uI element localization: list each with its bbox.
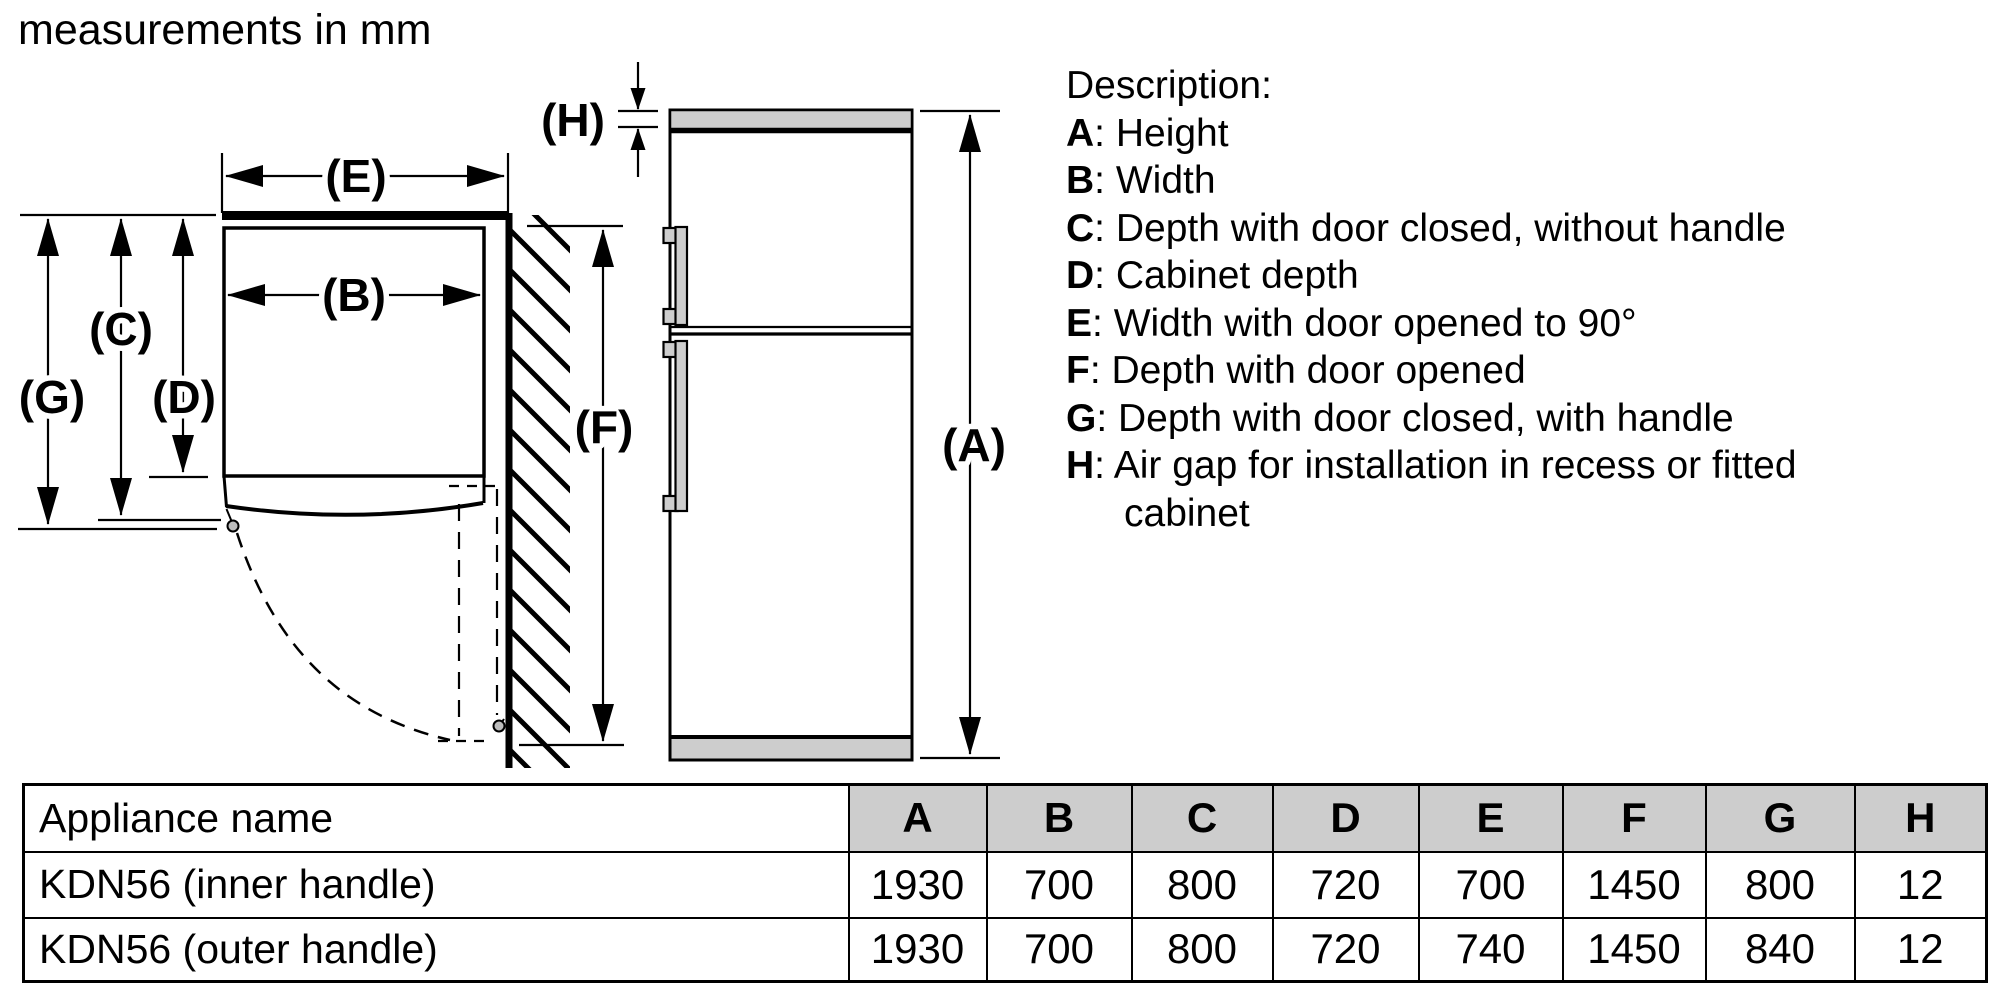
table-cell: 800 [1706,852,1855,918]
table-cell: 800 [1132,852,1273,918]
table-header-b: B [987,785,1132,852]
description-block [1066,62,1894,537]
description-item-b [1066,157,1894,205]
table-header-d: D [1273,785,1419,852]
description-text: Depth with door opened [1111,349,1526,392]
door-swing-arc [237,533,450,740]
table-cell: 840 [1706,918,1855,982]
appliance-name-cell: KDN56 (outer handle) [24,918,849,982]
dim-label-a: (A) [942,419,1006,471]
description-separator: : [1096,396,1119,440]
table-cell: 12 [1855,852,1987,918]
table-cell: 700 [987,852,1132,918]
description-text: Cabinet depth [1115,254,1359,297]
cabinet-body-topview [224,228,484,476]
description-separator: : [1094,111,1116,155]
table-row [24,852,1987,918]
description-key: A [1066,111,1095,155]
description-item-f [1066,347,1894,395]
description-item-g [1066,395,1894,443]
description-separator: : [1094,444,1114,487]
description-key: H [1066,444,1095,487]
description-item-a [1066,110,1894,158]
door-open-handle-pin [494,721,505,732]
description-key: B [1066,159,1095,202]
table-header-f: F [1563,785,1706,852]
dim-label-e: (E) [325,150,387,202]
table-cell: 720 [1273,852,1419,918]
table-cell: 740 [1419,918,1563,982]
table-cell: 1450 [1563,852,1706,918]
table-cell: 1930 [849,918,987,982]
table-header-e: E [1419,785,1563,852]
description-key: D [1066,254,1095,297]
appliance-name-cell: KDN56 (inner handle) [24,852,849,918]
dim-label-d: (D) [152,371,216,423]
table-row [24,918,1987,982]
description-separator: : [1089,349,1112,392]
table-header-c: C [1132,785,1273,852]
door-closed [224,476,484,521]
description-key: C [1066,206,1095,250]
table-cell: 1450 [1563,918,1706,982]
plinth [672,738,911,759]
table-header-row [24,785,1987,852]
table-header-a: A [849,785,987,852]
page-title: measurements in mm [18,6,432,54]
wall-hatching [512,215,570,768]
table-cell: 700 [987,918,1132,982]
description-text: Air gap for installation in recess or fitted cabinet [1113,444,1797,535]
dim-label-f: (F) [574,401,634,453]
wall-section [509,213,571,768]
dim-label-g: (G) [18,371,86,423]
dim-label-h: (H) [541,94,605,146]
table-cell: 12 [1855,918,1987,982]
description-text: Height [1115,111,1229,155]
description-separator: : [1094,206,1116,250]
door-open-dashed [438,486,504,741]
top-plate [222,211,509,220]
description-key: F [1066,349,1090,392]
description-key: E [1066,301,1093,345]
table-header-h: H [1855,785,1987,852]
description-heading: Description: [1066,64,1272,107]
lower-door-handle [664,341,688,511]
upper-door-handle [664,227,688,325]
side-view [664,110,913,760]
table-cell: 700 [1419,852,1563,918]
air-gap-strip [670,110,912,129]
description-separator: : [1094,254,1116,297]
table-cell: 720 [1273,918,1419,982]
description-key: G [1066,396,1097,440]
dim-label-b: (B) [322,269,386,321]
description-separator: : [1092,301,1114,345]
description-item-d [1066,252,1894,300]
door-hinge [228,521,239,532]
description-text: Width with door opened to 90° [1113,301,1637,345]
table-header-appliance-name: Appliance name [24,785,849,852]
description-item-c [1066,205,1894,253]
description-text: Width [1115,159,1216,202]
dimension-table [22,783,1988,983]
fridge-outline [670,110,912,760]
description-separator: : [1094,159,1116,202]
table-cell: 800 [1132,918,1273,982]
table-cell: 1930 [849,852,987,918]
dim-label-c: (C) [89,303,153,355]
description-text: Depth with door closed, without handle [1115,206,1786,250]
description-text: Depth with door closed, with handle [1118,396,1734,440]
table-header-g: G [1706,785,1855,852]
description-item-h [1066,442,1894,537]
description-item-e [1066,300,1894,348]
